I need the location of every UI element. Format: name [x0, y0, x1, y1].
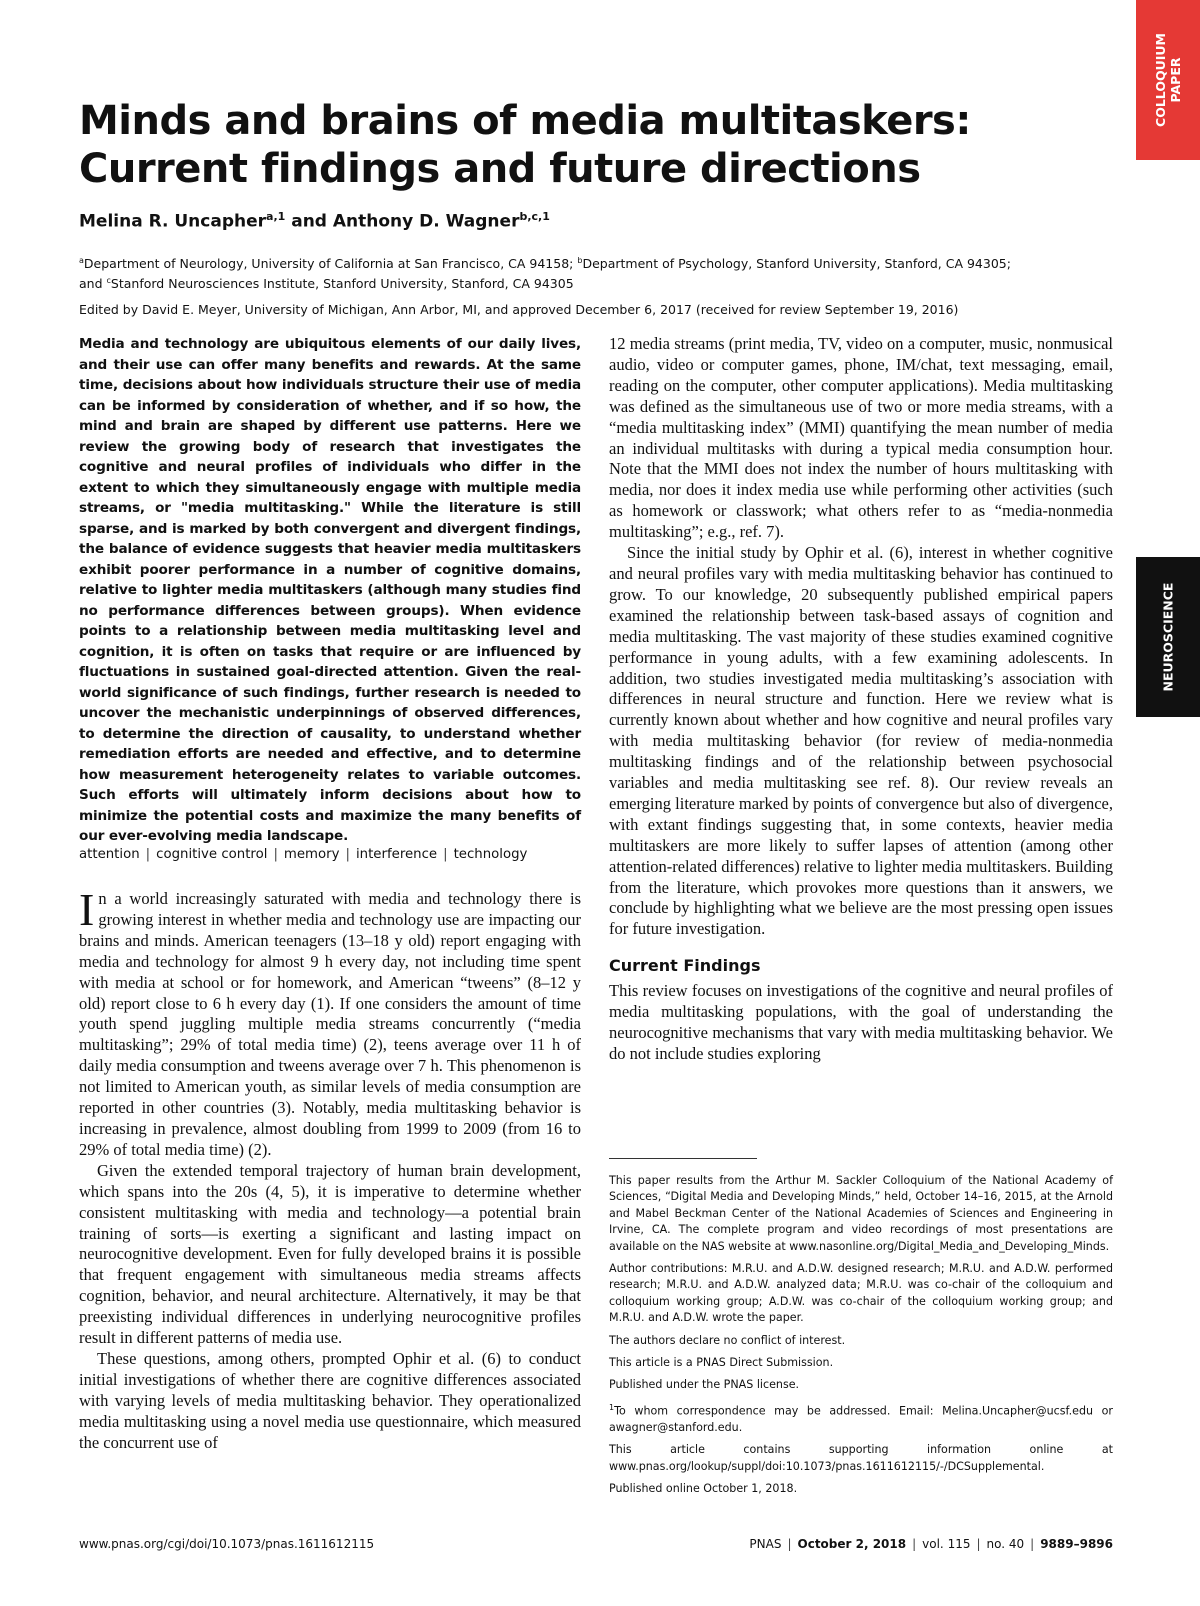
- keywords: attention | cognitive control | memory | interference | technology: [79, 847, 528, 862]
- author-affiliation-mark: a,1: [266, 210, 286, 223]
- drop-cap: I: [79, 884, 95, 935]
- page-title: Minds and brains of media multitaskers: Current findings and future directions: [79, 98, 971, 192]
- footer-doi: www.pnas.org/cgi/doi/10.1073/pnas.1611612115: [79, 1537, 375, 1551]
- footnote-correspondence: [609, 1400, 1113, 1437]
- footnote: Published online October 1, 2018.: [609, 1482, 798, 1496]
- colloquium-paper-tab: [1136, 0, 1200, 160]
- footnote-divider: [609, 1158, 757, 1159]
- footnote: Published under the PNAS license.: [609, 1378, 800, 1392]
- edited-by-line: Edited by David E. Meyer, University of Michigan, Ann Arbor, MI, and approved December 6, 2017 (received for review September 19, 2016): [79, 302, 959, 317]
- colloquium-tab-line1: COLLOQUIUM: [1153, 33, 1168, 127]
- body-paragraph: Given the extended temporal trajectory of human brain development, which spans into the 20s (4, 5), it is imperative to determine whether consistent multitasking with media and technology—a potential brain training of sorts—is exerting a significant and lasting impact on neurocognitive development. Even for fully developed brains it is possible that frequent engagement with simultaneous media streams affects cognition, behavior, and neural architecture. Alternatively, it may be that preexisting individual differences in underlying neurocognitive profiles result in different patterns of media use.: [79, 1160, 581, 1348]
- issue-date: October 2, 2018: [797, 1537, 907, 1551]
- affiliation-conjunction: and: [79, 276, 103, 292]
- affiliation-mark: c: [106, 276, 111, 286]
- author-list: [79, 210, 550, 232]
- body-column-right: [609, 334, 1113, 1065]
- body-paragraph: [79, 884, 581, 1161]
- body-paragraph: These questions, among others, prompted Ophir et al. (6) to conduct initial investigations of whether there are cognitive differences associated with varying levels of media multitasking behavior. They operationalized media multitasking using a novel media use questionnaire, which measured the concurrent use of: [79, 1348, 581, 1452]
- keyword: memory: [283, 847, 340, 862]
- section-heading: Current Findings: [609, 956, 761, 976]
- section-tab-label: NEUROSCIENCE: [1160, 582, 1176, 692]
- keyword: cognitive control: [156, 847, 268, 862]
- affiliation: Department of Psychology, Stanford University, Stanford, CA 94305;: [582, 256, 1011, 272]
- author-conjunction: and: [291, 211, 327, 232]
- footnote: This article is a PNAS Direct Submission.: [609, 1356, 834, 1370]
- keyword: attention: [79, 847, 140, 862]
- author-name: Anthony D. Wagner: [332, 211, 520, 232]
- footnote: This article contains supporting information online at www.pnas.org/lookup/suppl/doi:10.1073/pnas.1611612115/-/DCSupplemental.: [609, 1443, 1113, 1473]
- footer-citation: PNAS | October 2, 2018 | vol. 115 | no. 40 | 9889–9896: [749, 1537, 1113, 1551]
- body-paragraph: Since the initial study by Ophir et al. (6), interest in whether cognitive and neural profiles vary with media multitasking behavior has continued to grow. To our knowledge, 20 subsequently published empirical papers examined the relationship between task-based assays of cognition and media multitasking. The vast majority of these studies examined cognitive performance in young adults, with a few examining adolescents. In addition, two studies investigated media multitasking’s association with differences in neural structure and function. Here we review what is currently known about whether and how cognitive and neural profiles vary with media multitasking behavior (for review of media-nonmedia multitasking findings and of the relationship between psychosocial variables and media multitasking see ref. 8). Our review reveals an emerging literature marked by points of convergence but also of divergence, with extant findings suggesting that, in some contexts, heavier media multitaskers are more likely to suffer lapses of attention (among other attention-related differences) relative to lighter media multitaskers. Building from the literature, which provokes more questions than it answers, we conclude by highlighting what we believe are the most pressing open issues for future investigation.: [609, 543, 1113, 939]
- issue-number: no. 40: [986, 1537, 1025, 1551]
- body-paragraph: 12 media streams (print media, TV, video on a computer, music, nonmusical audio, video or computer games, phone, IM/chat, text messaging, email, reading on the computer, other computer applications). Media multitasking was defined as the simultaneous use of two or more media streams, with a “media multitasking index” (MMI) quantifying the mean number of media an individual multitasks with during a typical media consumption hour. Note that the MMI does not index the number of hours multitasking with media, nor does it index media use while performing other activities (such as homework or classwork; what others refer to as “media-nonmedia multitasking”; e.g., ref. 7).: [609, 334, 1113, 542]
- affiliation: Department of Neurology, University of California at San Francisco, CA 94158;: [83, 256, 574, 272]
- affiliation-mark: a: [79, 256, 84, 265]
- volume: vol. 115: [922, 1537, 971, 1551]
- footnote-text: To whom correspondence may be addressed. Email: Melina.Uncapher@ucsf.edu or awagner@stanford.edu.: [609, 1404, 1113, 1434]
- affiliation-mark: b: [577, 256, 583, 265]
- footnotes: [609, 1173, 1113, 1504]
- footnote: Author contributions: M.R.U. and A.D.W. designed research; M.R.U. and A.D.W. performed research; M.R.U. and A.D.W. analyzed data; M.R.U. was co-chair of the colloquium and colloquium working group; A.D.W. was co-chair of the colloquium working group; and M.R.U. and A.D.W. wrote the paper.: [609, 1262, 1113, 1325]
- journal-name: PNAS: [749, 1537, 782, 1551]
- keyword: interference: [355, 847, 438, 862]
- body-paragraph: This review focuses on investigations of the cognitive and neural profiles of media multitasking populations, with the goal of understanding the neurocognitive mechanisms that vary with media multitasking behavior. We do not include studies exploring: [609, 981, 1113, 1063]
- affiliations: [79, 252, 1119, 292]
- colloquium-tab-line2: PAPER: [1168, 57, 1183, 103]
- page-range: 9889–9896: [1040, 1537, 1113, 1551]
- abstract: Media and technology are ubiquitous elements of our daily lives, and their use can offer many benefits and rewards. At the same time, decisions about how individuals structure their use of media can be informed by consideration of whether, and if so how, the mind and brain are shaped by different use patterns. Here we review the growing body of research that investigates the cognitive and neural profiles of individuals who differ in the extent to which they simultaneously engage with multiple media streams, or "media multitasking." While the literature is still sparse, and is marked by both convergent and divergent findings, the balance of evidence suggests that heavier media multitaskers exhibit poorer performance in a number of cognitive domains, relative to lighter media multitaskers (although many studies find no performance differences between groups). When evidence points to a relationship between media multitasking level and cognition, it is often on tasks that require or are influenced by fluctuations in sustained goal-directed attention. Given the real-world significance of such findings, further research is needed to uncover the mechanistic underpinnings of observed differences, to determine the direction of causality, to understand whether remediation efforts are needed and effective, and to determine how measurement heterogeneity relates to variable outcomes. Such efforts will ultimately inform decisions about how to minimize the potential costs and maximize the many benefits of our ever-evolving media landscape.: [79, 336, 581, 844]
- keyword: technology: [453, 847, 528, 862]
- body-column-left: [79, 884, 581, 1453]
- affiliation: Stanford Neurosciences Institute, Stanford University, Stanford, CA 94305: [110, 276, 574, 292]
- section-tab: [1136, 557, 1200, 717]
- author-name: Melina R. Uncapher: [79, 211, 267, 232]
- author-affiliation-mark: b,c,1: [519, 210, 550, 223]
- footnote: The authors declare no conflict of interest.: [609, 1333, 846, 1347]
- footnote-mark: 1: [609, 1402, 615, 1412]
- paragraph-text: n a world increasingly saturated with media and technology there is growing interest in whether media and technology use are impacting our brains and minds. American teenagers (13–18 y old) report engaging with media and technology for almost 9 h every day, not including time spent with media at school or for homework, and American “tweens” (8–12 y old) report close to 6 h every day (1). If one considers the amount of time youth spend juggling multiple media streams concurrently (“media multitasking”; 29% of total media time) (2), teens average over 11 h of daily media consumption and tweens average over 7 h. This phenomenon is not limited to American youth, as similar levels of media consumption are reported in other countries (3). Notably, media multitasking behavior is increasing in prevalence, almost doubling from 1999 to 2009 (from 16 to 29% of total media time) (2).: [79, 889, 581, 1159]
- footnote: This paper results from the Arthur M. Sackler Colloquium of the National Academy of Sciences, “Digital Media and Developing Minds,” held, October 14–16, 2015, at the Arnold and Mabel Beckman Center of the National Academies of Sciences and Engineering in Irvine, CA. The complete program and video recordings of most presentations are available on the NAS website at www.nasonline.org/Digital_Media_and_Developing_Minds.: [609, 1174, 1113, 1253]
